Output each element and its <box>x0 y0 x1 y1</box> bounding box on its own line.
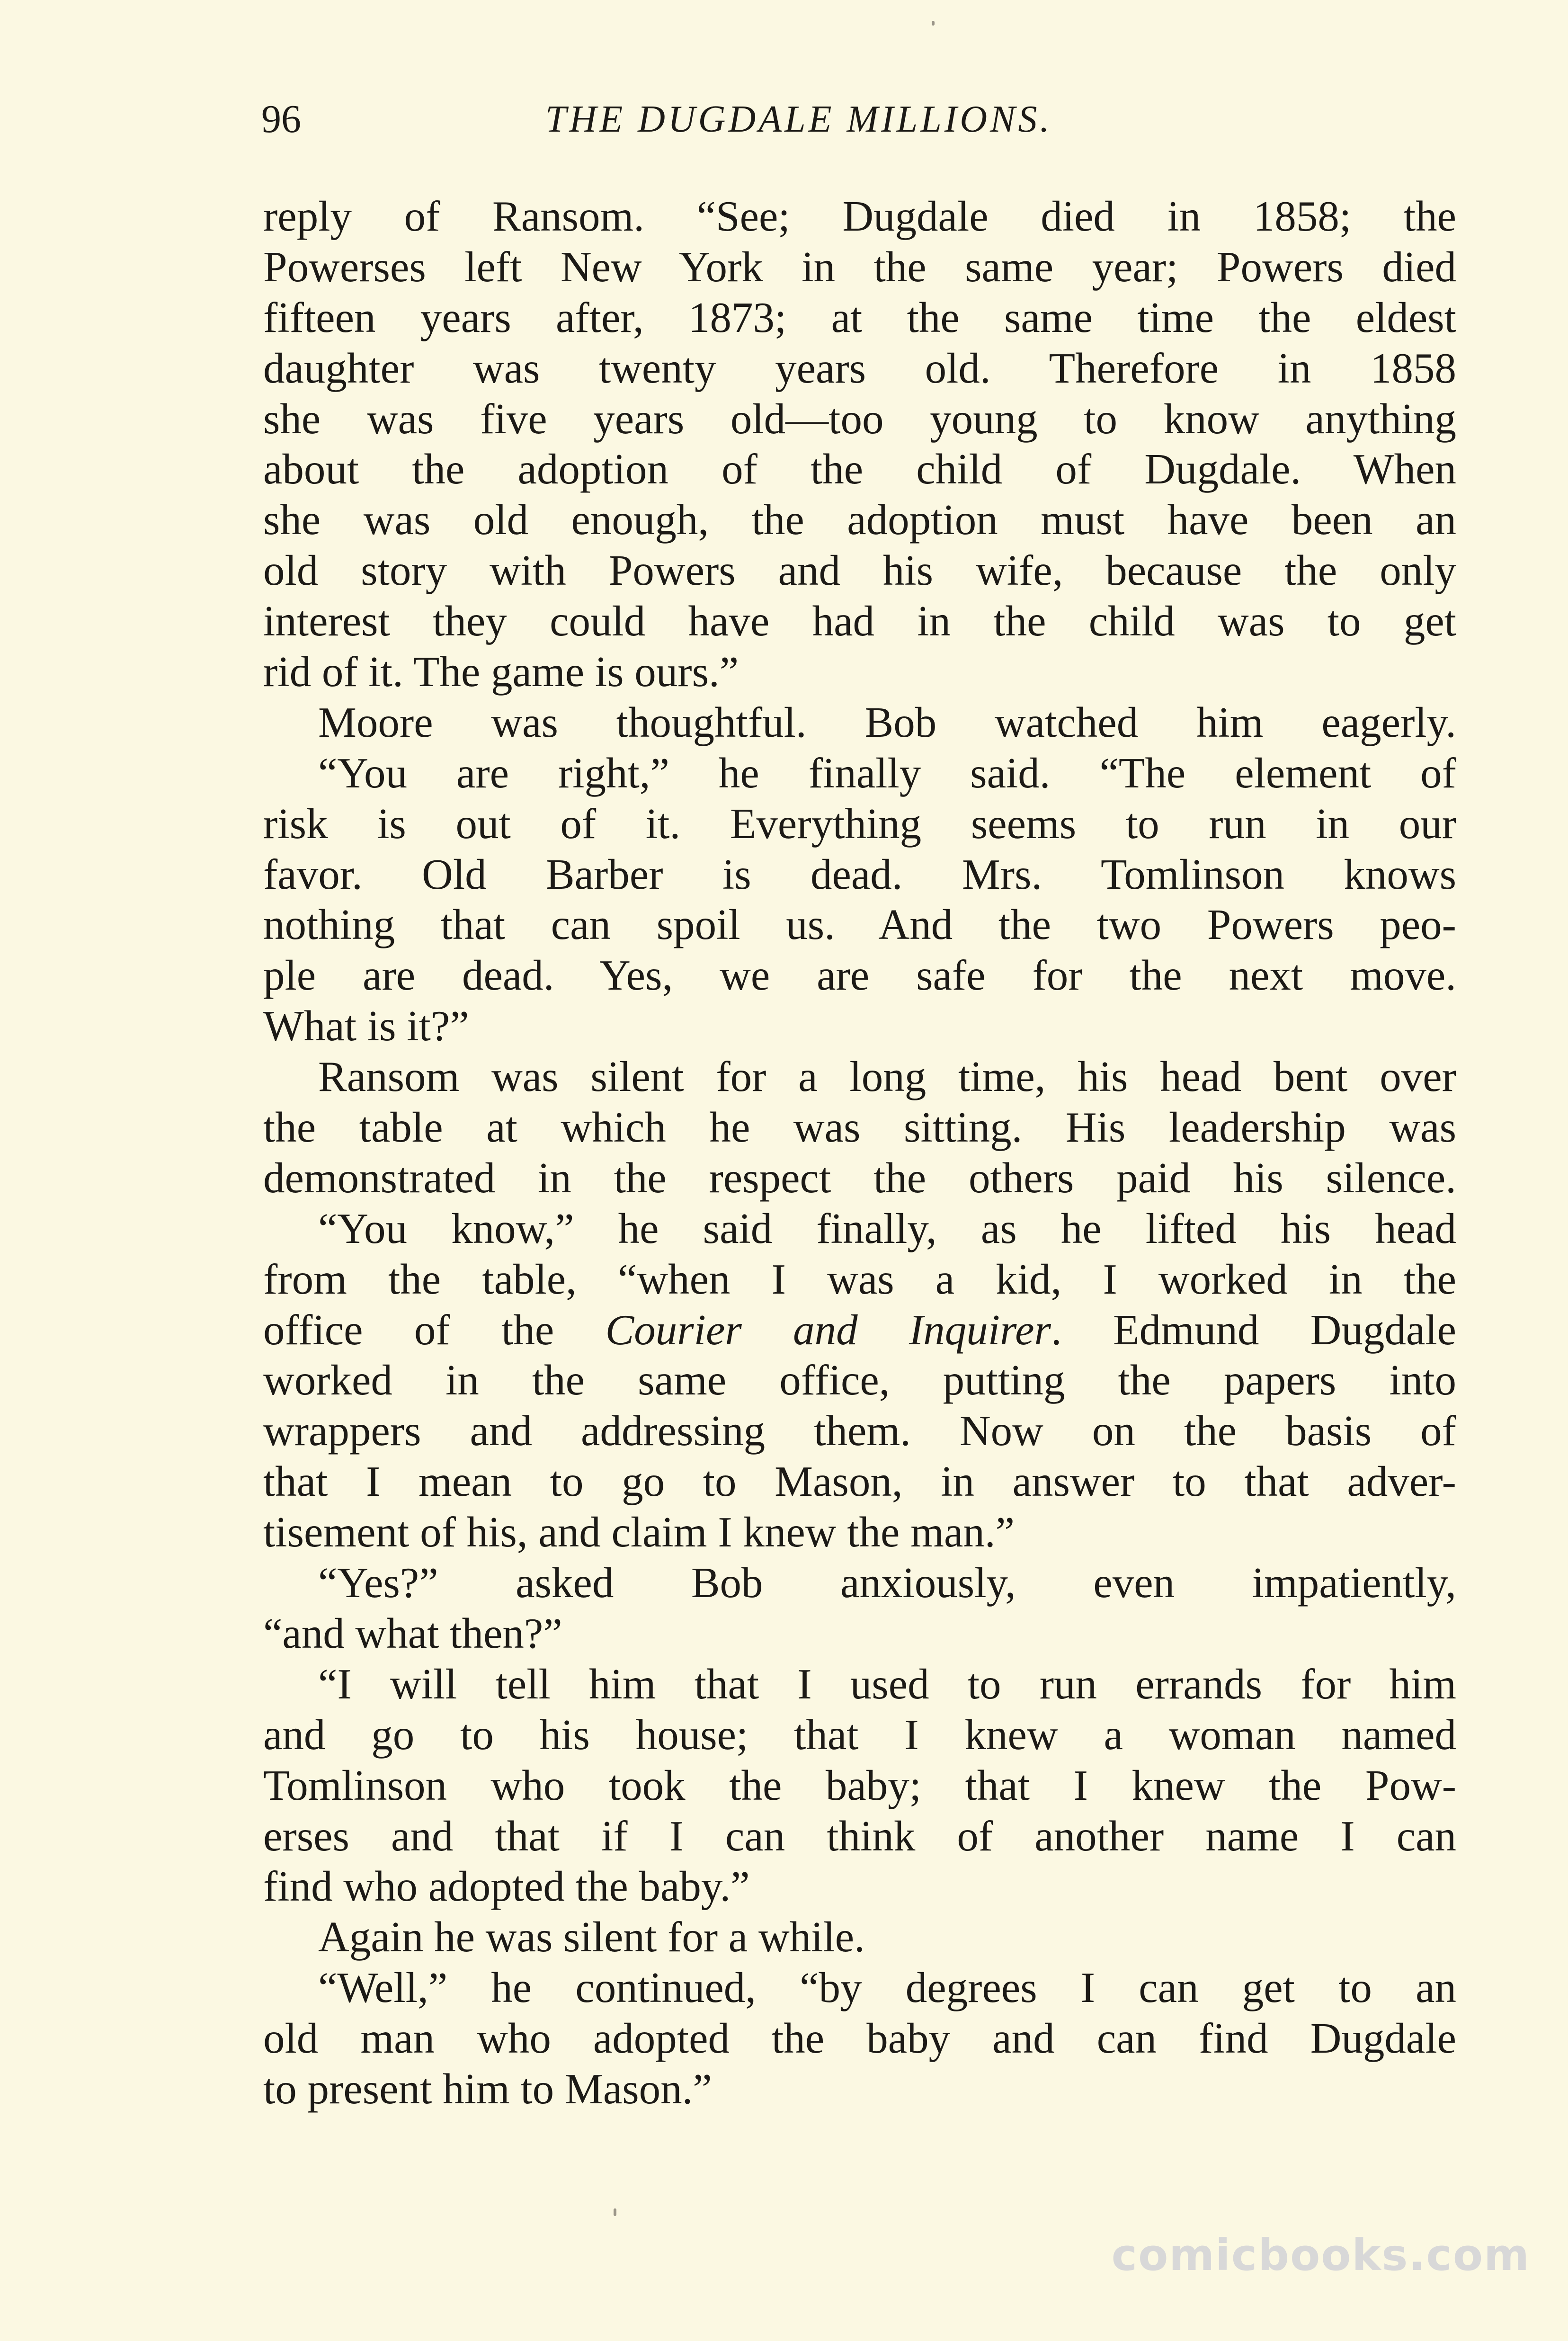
text-line: “I will tell him that I used to run errands for him <box>318 1660 1456 1708</box>
text-line: old story with Powers and his wife, because the only <box>263 546 1456 595</box>
text-line: find who adopted the baby.” <box>263 1862 750 1911</box>
text-line: nothing that can spoil us. And the two Powers peo- <box>263 901 1456 949</box>
text-line: about the adoption of the child of Dugdale. When <box>263 445 1456 493</box>
text-line: wrappers and addressing them. Now on the basis of <box>263 1407 1456 1455</box>
text-line: the table at which he was sitting. His leadership was <box>263 1103 1456 1152</box>
text-line: “You are right,” he finally said. “The element of <box>318 749 1456 797</box>
text-line: erses and that if I can think of another name I can <box>263 1812 1456 1860</box>
body-text <box>263 191 1456 2115</box>
text-line: What is it?” <box>263 1002 469 1050</box>
text-line: tisement of his, and claim I knew the man.” <box>263 1508 1015 1556</box>
text-line: Powerses left New York in the same year; Powers died <box>263 242 1456 291</box>
text-line: daughter was twenty years old. Therefore in 1858 <box>263 344 1456 392</box>
text-line: she was five years old—too young to know anything <box>263 394 1456 443</box>
print-speck <box>614 2208 616 2216</box>
text-line: to present him to Mason.” <box>263 2064 712 2113</box>
text-line: fifteen years after, 1873; at the same time the eldest <box>263 293 1456 341</box>
text-line: “Yes?” asked Bob anxiously, even impatiently, <box>318 1559 1456 1607</box>
watermark: comicbooks.com <box>1111 2230 1530 2280</box>
text-line-with-italic: office of the Courier and Inquirer. Edmund Dugdale <box>263 1305 1456 1354</box>
text-line: rid of it. The game is ours.” <box>263 648 739 696</box>
text-line: interest they could have had in the child was to get <box>263 597 1456 645</box>
text-line: Moore was thoughtful. Bob watched him eagerly. <box>318 698 1456 746</box>
running-title: THE DUGDALE MILLIONS. <box>545 98 1052 140</box>
print-speck <box>932 21 935 26</box>
text-line: Ransom was silent for a long time, his head bent over <box>318 1053 1456 1101</box>
text-line: ple are dead. Yes, we are safe for the next move. <box>263 951 1456 1000</box>
page-header <box>261 91 1470 148</box>
text-line: old man who adopted the baby and can find Dugdale <box>263 2014 1456 2063</box>
text-line: demonstrated in the respect the others paid his silence. <box>263 1153 1456 1202</box>
page-number: 96 <box>261 97 301 141</box>
text-line: “and what then?” <box>263 1609 562 1657</box>
text-line: and go to his house; that I knew a woman named <box>263 1710 1456 1759</box>
text-line: reply of Ransom. “See; Dugdale died in 1858; the <box>263 192 1456 240</box>
text-line: she was old enough, the adoption must have been an <box>263 496 1456 544</box>
newspaper-title: Courier and Inquirer <box>605 1305 1051 1354</box>
text-line: that I mean to go to Mason, in answer to that adver- <box>263 1457 1456 1506</box>
text-line: “You know,” he said finally, as he lifted his head <box>318 1204 1456 1252</box>
text-line: favor. Old Barber is dead. Mrs. Tomlinson knows <box>263 850 1456 898</box>
text-line: Again he was silent for a while. <box>318 1913 865 1961</box>
text-line: Tomlinson who took the baby; that I knew the Pow- <box>263 1761 1456 1809</box>
text-line: risk is out of it. Everything seems to run in our <box>263 799 1456 848</box>
text-line: “Well,” he continued, “by degrees I can get to an <box>318 1964 1456 2012</box>
text-line: worked in the same office, putting the papers into <box>263 1356 1456 1404</box>
text-line: from the table, “when I was a kid, I worked in the <box>263 1255 1456 1303</box>
